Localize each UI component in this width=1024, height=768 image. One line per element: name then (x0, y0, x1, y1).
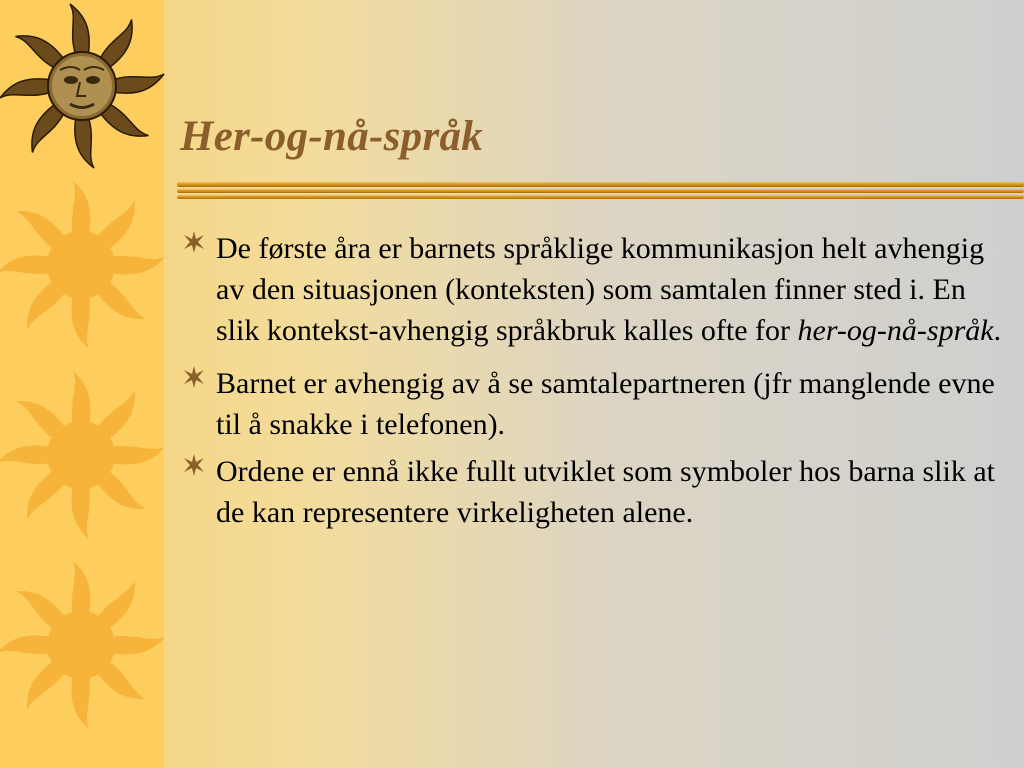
sun-icon (0, 370, 166, 540)
bullet-item-2 (180, 363, 1015, 445)
sun-icon (0, 180, 166, 350)
sun-face-icon (0, 2, 166, 170)
star-bullet-icon (182, 230, 206, 254)
decorative-sidebar (0, 0, 164, 768)
bullet-text: De første åra er barnets språklige kommunikasjon helt avhengig av den situasjonen (konteksten) som samtalen finner sted i. En slik kontekst-avhengig språkbruk kalles ofte for (216, 232, 985, 347)
bullet-item-3 (180, 451, 1015, 533)
slide-title: Her-og-nå-språk (180, 113, 484, 160)
title-underline-divider (177, 181, 1024, 203)
star-bullet-icon (182, 453, 206, 477)
bullet-text: Barnet er avhengig av å se samtalepartneren (jfr manglende evne til å snakke i telefonen). (216, 367, 995, 441)
star-bullet-icon (182, 365, 206, 389)
bullet-list (180, 228, 1015, 545)
bullet-item-1 (180, 228, 1015, 351)
bullet-text: Ordene er ennå ikke fullt utviklet som symboler hos barna slik at de kan representere virkeligheten alene. (216, 455, 995, 529)
bullet-text-italic: her-og-nå-språk (797, 314, 994, 347)
sun-icon (0, 560, 166, 730)
bullet-text-end: . (993, 314, 1002, 347)
